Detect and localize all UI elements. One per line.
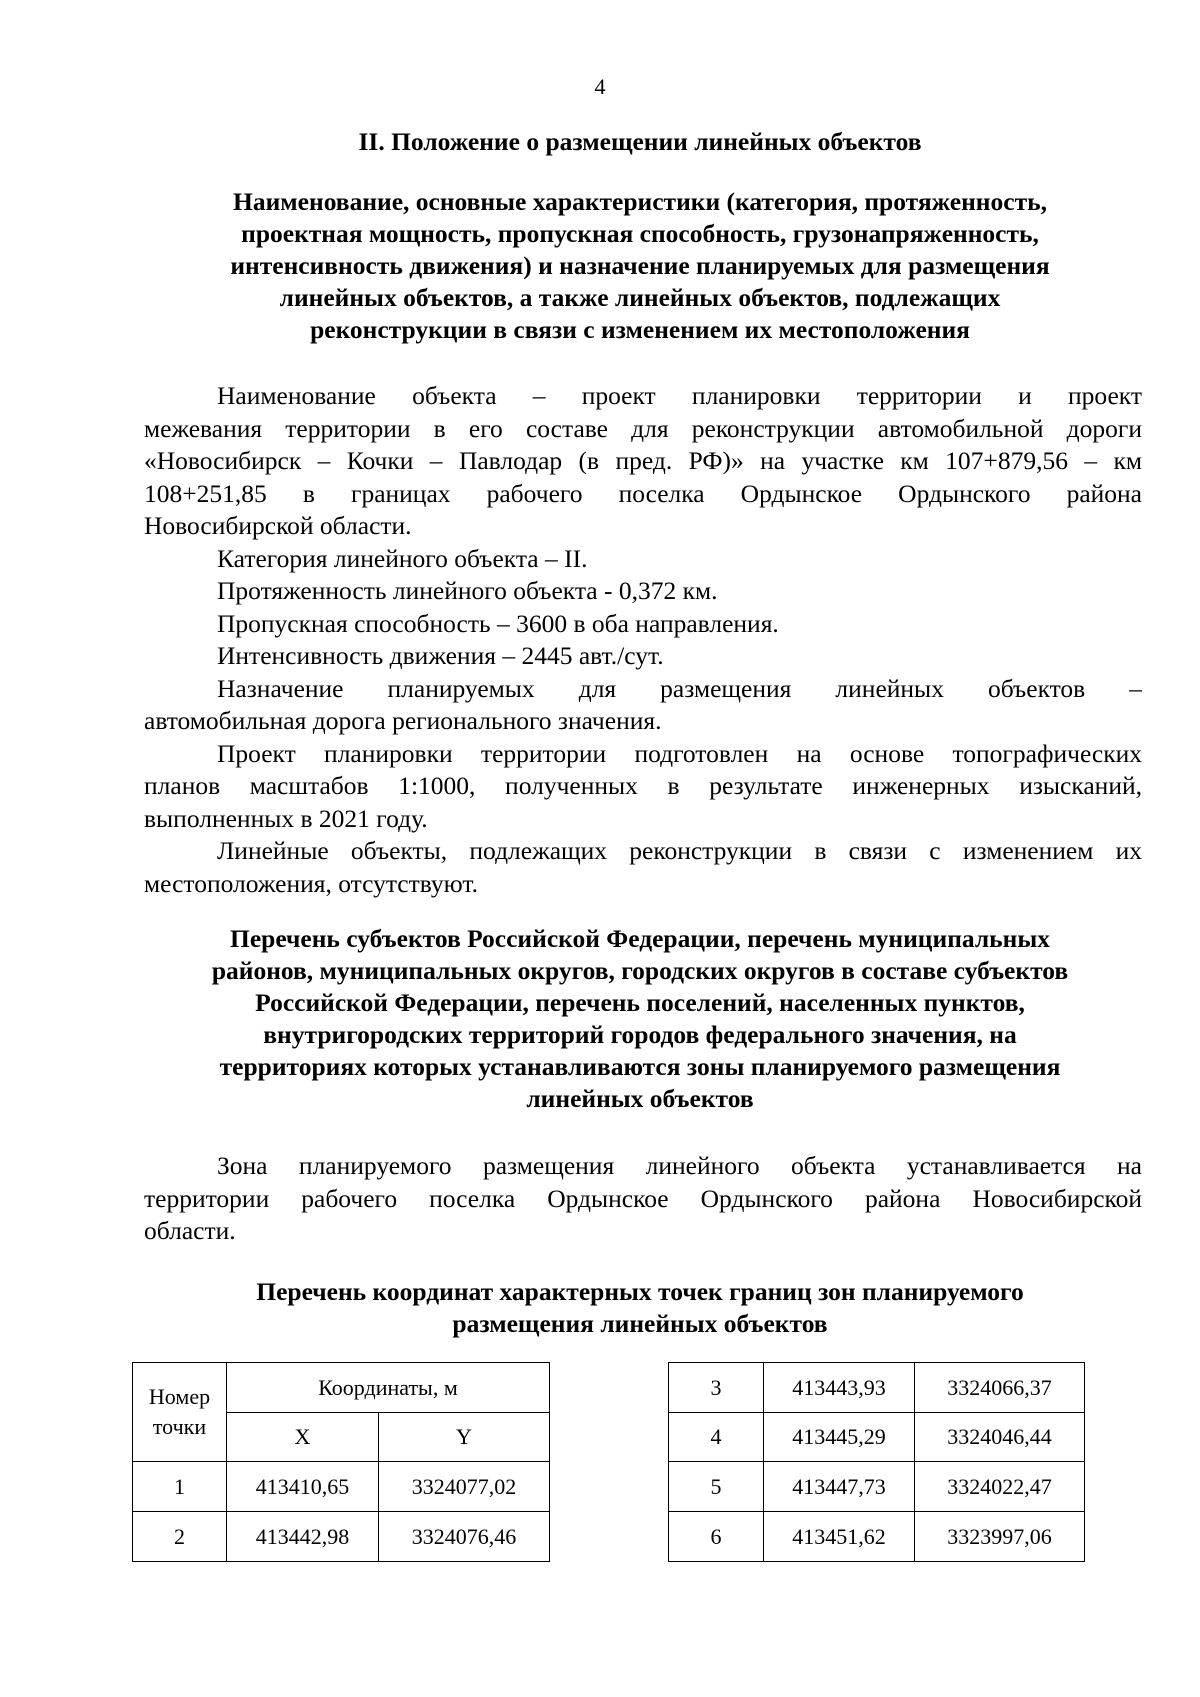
table-row [669,1462,1085,1512]
table-row [669,1413,1085,1462]
x-value: 413410,65 [227,1462,379,1512]
table-row [133,1462,550,1512]
table-row [133,1512,550,1562]
point-number: 5 [669,1462,764,1512]
capacity-line: Пропускная способность – 3600 в оба направления. [217,608,779,638]
coordinates-table-right [668,1362,1085,1562]
point-number-header-text: Номер точки [148,1384,211,1439]
section-title-text: II. Положение о размещении линейных объектов [358,127,922,156]
paragraph-object-name [144,380,1142,900]
x-value: 413451,62 [764,1512,915,1562]
text-line: Наименование объекта – проект планировки территории и проект [217,381,1142,410]
heading-line: территориях которых устанавливаются зоны планируемого размещения [219,1052,1061,1081]
point-number: 4 [669,1413,764,1462]
text-line: 108+251,85 в границах рабочего поселка Ордынское Ордынского района [144,478,1142,508]
point-number-header [133,1363,227,1462]
table-row [669,1363,1085,1413]
x-value: 413445,29 [764,1413,915,1462]
table-row [669,1512,1085,1562]
y-value: 3323997,06 [915,1512,1085,1562]
length-line: Протяженность линейного объекта - 0,372 км. [217,576,718,605]
heading-coordinates [140,1276,1140,1340]
category-line: Категория линейного объекта – II. [217,543,588,573]
heading-line: Российской Федерации, перечень поселений, населенных пунктов, [255,988,1025,1017]
text-line: «Новосибирск – Кочки – Павлодар (в пред. РФ)» на участке км 107+879,56 – км [144,446,1142,475]
heading-line: Перечень координат характерных точек границ зон планируемого [256,1277,1024,1306]
text-line: Проект планировки территории подготовлен на основе топографических [217,738,1142,768]
point-number: 3 [669,1363,764,1413]
text-line: Зона планируемого размещения линейного объекта устанавливается на [217,1151,1142,1180]
text-line: Новосибирской области. [144,511,412,540]
text-line: межевания территории в его составе для реконструкции автомобильной дороги [144,413,1142,443]
x-value: 413443,93 [764,1363,915,1413]
paragraph-zone [144,1150,1142,1248]
coordinates-table-left [132,1362,550,1562]
text-line: Линейные объекты, подлежащих реконструкции в связи с изменением их [217,836,1142,865]
intensity-line: Интенсивность движения – 2445 авт./сут. [217,641,664,670]
heading-line: линейных объектов, а также линейных объектов, подлежащих [279,283,1001,312]
heading-characteristics [140,186,1140,346]
heading-line: размещения линейных объектов [452,1309,828,1338]
heading-line: реконструкции в связи с изменением их местоположения [310,315,970,344]
text-line: автомобильная дорога регионального значения. [144,706,662,735]
heading-line: линейных объектов [526,1084,754,1113]
point-number: 1 [133,1462,227,1512]
text-line: территории рабочего поселка Ордынское Ордынского района Новосибирской [144,1183,1142,1213]
page-number: 4 [594,74,606,99]
heading-line: интенсивность движения) и назначение планируемых для размещения [230,251,1050,280]
coordinates-header: Координаты, м [227,1363,550,1413]
heading-line: Наименование, основные характеристики (категория, протяженность, [233,187,1047,216]
y-value: 3324022,47 [915,1462,1085,1512]
y-value: 3324076,46 [379,1512,550,1562]
text-line: планов масштабов 1:1000, полученных в результате инженерных изысканий, [144,771,1142,800]
x-header: X [227,1413,379,1462]
y-value: 3324077,02 [379,1462,550,1512]
y-value: 3324046,44 [915,1413,1085,1462]
y-value: 3324066,37 [915,1363,1085,1413]
x-value: 413447,73 [764,1462,915,1512]
heading-line: Перечень субъектов Российской Федерации, перечень муниципальных [230,924,1050,953]
x-value: 413442,98 [227,1512,379,1562]
text-line: местоположения, отсутствуют. [144,868,478,898]
heading-line: проектная мощность, пропускная способность, грузонапряженность, [241,219,1039,248]
heading-line: районов, муниципальных округов, городских округов в составе субъектов [211,956,1069,985]
text-line: Назначение планируемых для размещения линейных объектов – [217,673,1142,703]
y-header: Y [379,1413,550,1462]
point-number: 6 [669,1512,764,1562]
section-title [140,126,1140,158]
text-line: области. [144,1216,236,1245]
point-number: 2 [133,1512,227,1562]
text-line: выполненных в 2021 году. [144,803,428,833]
heading-subjects [140,923,1140,1115]
heading-line: внутригородских территорий городов федерального значения, на [263,1020,1017,1049]
